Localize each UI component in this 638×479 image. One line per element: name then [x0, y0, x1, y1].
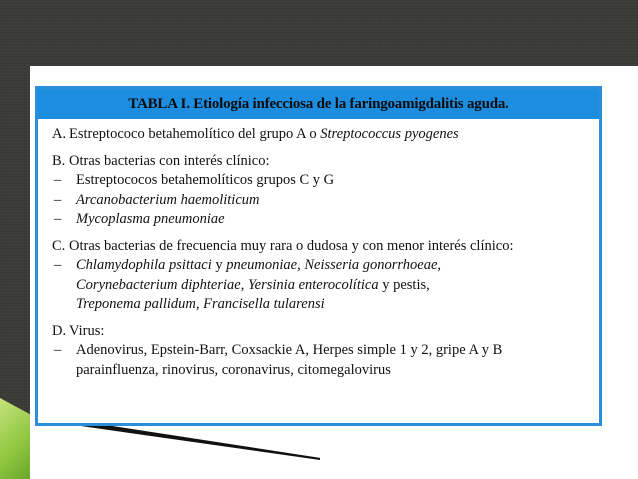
section-d — [52, 322, 585, 381]
list-item: – Mycoplasma pneumoniae — [54, 211, 225, 227]
table-title: TABLA I. Etiología infecciosa de la faringoamigdalitis aguda. — [38, 89, 599, 119]
section-b — [52, 152, 585, 230]
list-item-continuation: Treponema pallidum, Francisella tularensi — [76, 296, 325, 312]
section-c-heading: Otras bacterias de frecuencia muy rara o dudosa y con menor interés clínico: — [69, 237, 514, 254]
list-item: – Adenovirus, Epstein-Barr, Coxsackie A, Herpes simple 1 y 2, gripe A y B — [54, 342, 503, 358]
section-a — [52, 125, 585, 145]
section-letter: C. — [52, 237, 66, 254]
list-item: – Arcanobacterium haemoliticum — [54, 191, 260, 208]
table-body — [38, 119, 599, 380]
list-item-continuation: Corynebacterium diphteriae, Yersinia enterocolítica y pestis, — [76, 276, 430, 293]
section-a-text: Estreptococo betahemolítico del grupo A o Streptococcus pyogenes — [69, 126, 459, 142]
etiology-table — [35, 86, 602, 426]
section-d-heading: Virus: — [69, 322, 105, 339]
section-b-heading: Otras bacterias con interés clínico: — [69, 152, 270, 169]
list-item: – Chlamydophila psittaci y pneumoniae, Neisseria gonorrhoeae, — [54, 257, 442, 273]
section-c — [52, 237, 585, 315]
list-item: – Estreptococos betahemolíticos grupos C y G — [54, 172, 335, 188]
section-letter: B. — [52, 152, 66, 169]
section-letter: D. — [52, 322, 67, 339]
green-corner-decoration — [0, 398, 30, 479]
list-item-continuation: parainfluenza, rinovirus, coronavirus, citomegalovirus — [76, 361, 391, 378]
section-letter: A. — [52, 126, 67, 142]
